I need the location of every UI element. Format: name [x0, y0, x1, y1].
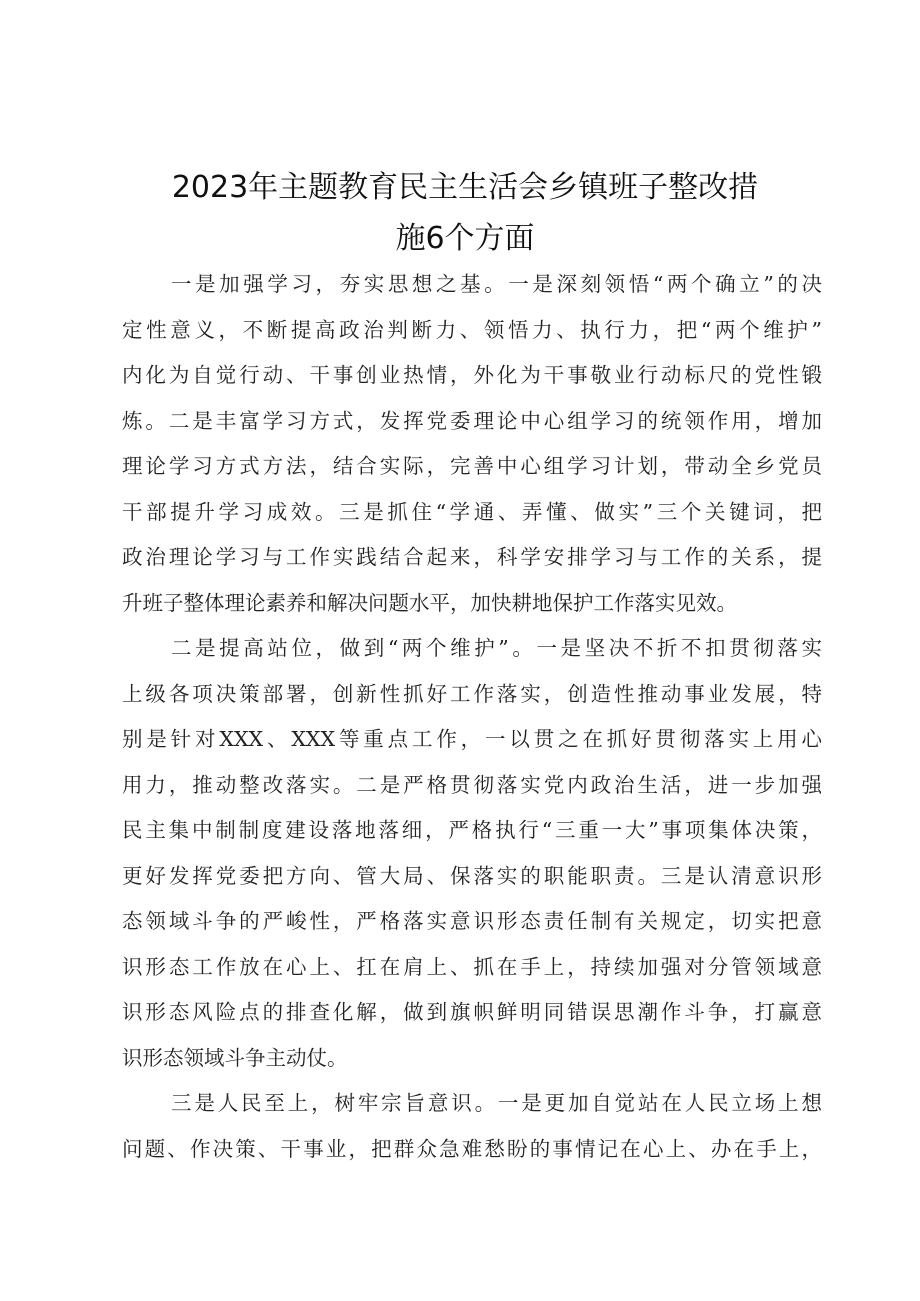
paragraph-line: 二是提高站位，做到“两个维护”。一是坚决不折不扣贯彻落实	[171, 636, 822, 660]
paragraph-line: 更好发挥党委把方向、管大局、保落实的职能职责。三是认清意识形	[122, 863, 822, 888]
paragraph-2	[122, 626, 822, 1081]
paragraph-line: 识形态领域斗争主动仗。	[122, 1045, 348, 1070]
paragraph-line: 态领域斗争的严峻性，严格落实意识形态责任制有关规定，切实把意	[122, 909, 822, 933]
paragraph-line: 定性意义，不断提高政治判断力、领悟力、执行力，把“两个维护”	[122, 317, 822, 342]
paragraph-line: 政治理论学习与工作实践结合起来，科学安排学习与工作的关系，提	[122, 545, 822, 569]
paragraph-line: 别是针对XXX、XXX等重点工作，一以贯之在抓好贯彻落实上用心	[122, 727, 822, 751]
paragraph-line: 干部提升学习成效。三是抓住“学通、弄懂、做实”三个关键词，把	[122, 499, 822, 524]
paragraph-line: 问题、作决策、干事业，把群众急难愁盼的事情记在心上、办在手上，	[122, 1136, 822, 1161]
paragraph-3	[122, 1081, 822, 1172]
paragraph-line: 内化为自觉行动、干事创业热情，外化为干事敬业行动标尺的党性锻	[122, 363, 822, 387]
document-title-line-2: 施6个方面	[395, 221, 535, 256]
paragraph-line: 理论学习方式方法，结合实际，完善中心组学习计划，带动全乡党员	[122, 454, 822, 478]
paragraph-1	[122, 262, 822, 626]
paragraph-line: 炼。二是丰富学习方式，发挥党委理论中心组学习的统领作用，增加	[122, 408, 822, 433]
document-body	[122, 262, 822, 1172]
paragraph-line: 用力，推动整改落实。二是严格贯彻落实党内政治生活，进一步加强	[122, 772, 822, 797]
paragraph-line: 上级各项决策部署，创新性抓好工作落实，创造性推动事业发展，特	[122, 681, 822, 706]
paragraph-line: 民主集中制制度建设落地落细，严格执行“三重一大”事项集体决策，	[122, 818, 822, 842]
paragraph-line: 识形态工作放在心上、扛在肩上、抓在手上，持续加强对分管领域意	[122, 954, 822, 979]
paragraph-line: 升班子整体理论素养和解决问题水平，加快耕地保护工作落实见效。	[122, 590, 737, 615]
document-title-line-1: 2023年主题教育民主生活会乡镇班子整改措	[171, 170, 759, 205]
paragraph-line: 一是加强学习，夯实思想之基。一是深刻领悟“两个确立”的决	[171, 272, 822, 296]
paragraph-line: 三是人民至上，树牢宗旨意识。一是更加自觉站在人民立场上想	[171, 1091, 822, 1115]
paragraph-line: 识形态风险点的排查化解，做到旗帜鲜明同错误思潮作斗争，打赢意	[122, 1000, 822, 1024]
